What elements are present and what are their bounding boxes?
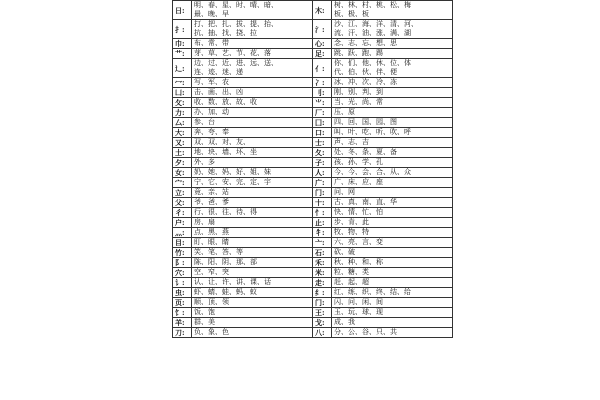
word-line: 压、原 xyxy=(334,108,355,116)
radical-key-right: 足: xyxy=(313,49,332,59)
radical-words-left xyxy=(192,328,313,338)
radical-key-left: 刀: xyxy=(173,328,192,338)
radical-words-right xyxy=(332,218,453,228)
radical-key-left: 夕: xyxy=(173,158,192,168)
radical-key-left: 页: xyxy=(173,298,192,308)
radical-words-right xyxy=(332,288,453,298)
word-line: 顺、顶、领 xyxy=(194,298,229,306)
radical-key-left: 扌: xyxy=(173,20,192,39)
table-row xyxy=(173,20,453,39)
radical-words-right xyxy=(332,258,453,268)
table-row xyxy=(173,288,453,298)
radical-key-right: 广: xyxy=(313,178,332,188)
table-row xyxy=(173,278,453,288)
radical-words-left xyxy=(192,198,313,208)
word-line: 你、们、他、休、位、体 xyxy=(334,59,411,67)
radical-key-right: 门: xyxy=(313,298,332,308)
word-line: 奔、夸、奉 xyxy=(194,128,229,136)
word-line: 跳、跃、跑、踢 xyxy=(334,49,383,57)
radical-key-right: 氵: xyxy=(313,20,332,39)
radical-key-right: 八: xyxy=(313,328,332,338)
word-line: 广、床、应、座 xyxy=(334,178,383,186)
word-line: 行、很、往、待、得 xyxy=(194,208,257,216)
radical-key-right: 禾: xyxy=(313,258,332,268)
word-line: 沙、江、海、洋、清、河、 xyxy=(334,20,418,28)
table-row xyxy=(173,1,453,20)
word-line: 认、让、许、讲、课、话 xyxy=(194,278,271,286)
word-line: 双、双、对、友、 xyxy=(194,138,250,146)
radical-words-left xyxy=(192,258,313,268)
radical-key-right: ⺌: xyxy=(313,98,332,108)
radical-key-right: 子: xyxy=(313,158,332,168)
radical-words-left xyxy=(192,148,313,158)
radical-words-right xyxy=(332,238,453,248)
table-row xyxy=(173,138,453,148)
radical-words-left xyxy=(192,278,313,288)
radical-words-left xyxy=(192,128,313,138)
radical-words-left xyxy=(192,298,313,308)
table-row xyxy=(173,168,453,178)
radical-words-left xyxy=(192,218,313,228)
radical-key-left: 冖: xyxy=(173,78,192,88)
radical-words-left xyxy=(192,168,313,178)
word-line: 房、扇 xyxy=(194,218,215,226)
word-line: 处、冬、条、夏、备 xyxy=(334,148,397,156)
radical-key-left: 穴: xyxy=(173,268,192,278)
word-line: 牧、物、特 xyxy=(334,228,369,236)
radical-key-left: 厶: xyxy=(173,118,192,128)
radical-words-left xyxy=(192,49,313,59)
radical-words-right xyxy=(332,298,453,308)
table-row xyxy=(173,308,453,318)
word-line: 参、台 xyxy=(194,118,215,126)
radical-words-right xyxy=(332,328,453,338)
radical-words-left xyxy=(192,98,313,108)
radical-words-right xyxy=(332,88,453,98)
radical-key-left: 阝: xyxy=(173,258,192,268)
radical-words-right xyxy=(332,158,453,168)
radical-words-left xyxy=(192,108,313,118)
word-line: 代、伯、伙、伴、便 xyxy=(334,68,397,76)
word-line: 快、情、忙、怕 xyxy=(334,208,383,216)
word-line: 问、网 xyxy=(334,188,355,196)
radical-key-left: 灬: xyxy=(173,228,192,238)
radical-words-right xyxy=(332,208,453,218)
radical-words-left xyxy=(192,248,313,258)
radical-words-left xyxy=(192,318,313,328)
radical-words-right xyxy=(332,1,453,20)
word-line: 宁、它、安、完、定、宇 xyxy=(194,178,271,186)
word-line: 盯、眼、睛 xyxy=(194,238,229,246)
radical-words-right xyxy=(332,78,453,88)
radical-words-right xyxy=(332,248,453,258)
radical-key-left: 虫: xyxy=(173,288,192,298)
radical-key-left: 羊: xyxy=(173,318,192,328)
radical-words-right xyxy=(332,178,453,188)
word-line: 笑、笔、答、等 xyxy=(194,248,243,256)
table-row xyxy=(173,198,453,208)
radical-words-right xyxy=(332,138,453,148)
radical-words-left xyxy=(192,59,313,78)
table-row xyxy=(173,78,453,88)
radical-words-left xyxy=(192,308,313,318)
radical-words-right xyxy=(332,108,453,118)
word-line: 爷、爸、爹 xyxy=(194,198,229,206)
radical-key-right: 王: xyxy=(313,308,332,318)
word-line: 赶、起、超 xyxy=(334,278,369,286)
word-line: 树、林、村、桃、松、梅 xyxy=(334,1,411,9)
table-row xyxy=(173,128,453,138)
radical-key-left: 巾: xyxy=(173,39,192,49)
table-row xyxy=(173,268,453,278)
word-line: 四、回、国、园、图 xyxy=(334,118,397,126)
radical-words-right xyxy=(332,168,453,178)
radical-words-right xyxy=(332,318,453,328)
table-row xyxy=(173,158,453,168)
radical-key-right: 心: xyxy=(313,39,332,49)
word-line: 饭、饱 xyxy=(194,308,215,316)
radical-words-left xyxy=(192,138,313,148)
radical-words-right xyxy=(332,128,453,138)
word-line: 红、练、织、终、结、给 xyxy=(334,288,411,296)
radical-words-right xyxy=(332,98,453,108)
radical-key-left: 饣: xyxy=(173,308,192,318)
table-row xyxy=(173,228,453,238)
radical-key-right: 木: xyxy=(313,1,332,20)
radical-key-left: 攵: xyxy=(173,98,192,108)
word-line: 布、常、带 xyxy=(194,39,229,47)
table-row xyxy=(173,49,453,59)
radical-words-left xyxy=(192,238,313,248)
word-line: 六、亮、言、变 xyxy=(334,238,383,246)
word-line: 分、公、谷、只、共 xyxy=(334,328,397,336)
word-line: 收、数、放、故、收 xyxy=(194,98,257,106)
radical-key-right: 亻: xyxy=(313,59,332,78)
word-line: 冰、冲、次、冷、冻 xyxy=(334,78,397,86)
table-row xyxy=(173,148,453,158)
radical-words-right xyxy=(332,228,453,238)
radical-words-left xyxy=(192,39,313,49)
word-line: 玉、玩、球、现 xyxy=(334,308,383,316)
radical-words-left xyxy=(192,288,313,298)
word-line: 连、迹、迷、递 xyxy=(194,68,243,76)
radical-words-left xyxy=(192,118,313,128)
word-line: 板、极、板 xyxy=(334,10,369,18)
radical-key-right: 十: xyxy=(313,198,332,208)
word-line: 声、志、吉 xyxy=(334,138,369,146)
radical-key-right: 刂: xyxy=(313,88,332,98)
radical-key-right: 亠: xyxy=(313,238,332,248)
radical-words-left xyxy=(192,208,313,218)
radical-words-left xyxy=(192,20,313,39)
table-row xyxy=(173,98,453,108)
word-line: 叫、叶、吃、听、吹、呼 xyxy=(334,128,411,136)
table-row xyxy=(173,118,453,128)
word-line: 砍、破 xyxy=(334,248,355,256)
word-line: 当、光、尚、常 xyxy=(334,98,383,106)
radical-key-right: 人: xyxy=(313,168,332,178)
radical-words-right xyxy=(332,118,453,128)
word-line: 古、真、南、直、华 xyxy=(334,198,397,206)
word-line: 负、象、色 xyxy=(194,328,229,336)
radical-key-left: 凵: xyxy=(173,88,192,98)
radical-words-right xyxy=(332,20,453,39)
radical-key-left: 目: xyxy=(173,238,192,248)
table-row xyxy=(173,248,453,258)
radical-key-right: 石: xyxy=(313,248,332,258)
radical-key-left: 艹: xyxy=(173,49,192,59)
table-row xyxy=(173,39,453,49)
radical-key-left: 力: xyxy=(173,108,192,118)
word-line: 闪、问、闲、间 xyxy=(334,298,383,306)
table-row xyxy=(173,318,453,328)
table-row xyxy=(173,238,453,248)
word-line: 芽、草、艺、节、花、落 xyxy=(194,49,271,57)
word-line: 写、军、农 xyxy=(194,78,229,86)
radical-words-left xyxy=(192,268,313,278)
radical-key-right: 忄: xyxy=(313,208,332,218)
table-row xyxy=(173,188,453,198)
table-row xyxy=(173,59,453,78)
word-line: 念、志、忘、想、思 xyxy=(334,39,397,47)
radical-key-left: 大: xyxy=(173,128,192,138)
word-line: 陈、阳、阴、那、部 xyxy=(194,258,257,266)
word-line: 秋、种、和、称 xyxy=(334,258,383,266)
word-line: 流、汗、油、涨、满、湖 xyxy=(334,29,411,37)
table-row xyxy=(173,218,453,228)
radical-key-right: 厂: xyxy=(313,108,332,118)
word-line: 群、美 xyxy=(194,318,215,326)
radical-key-right: 冫: xyxy=(313,78,332,88)
radical-key-left: 户: xyxy=(173,218,192,228)
radical-words-left xyxy=(192,1,313,20)
radical-key-right: 士: xyxy=(313,138,332,148)
table-row xyxy=(173,258,453,268)
radical-key-left: 立: xyxy=(173,188,192,198)
radical-words-right xyxy=(332,308,453,318)
table-row xyxy=(173,298,453,308)
table-row xyxy=(173,178,453,188)
word-line: 空、窄、突 xyxy=(194,268,229,276)
table-row xyxy=(173,208,453,218)
radical-words-left xyxy=(192,178,313,188)
radical-words-right xyxy=(332,39,453,49)
word-line: 边、过、近、进、远、送、 xyxy=(194,59,278,67)
table-row xyxy=(173,88,453,98)
radical-key-right: 走: xyxy=(313,278,332,288)
radical-key-left: 女: xyxy=(173,168,192,178)
word-line: 成、我 xyxy=(334,318,355,326)
radical-words-right xyxy=(332,278,453,288)
radical-words-right xyxy=(332,198,453,208)
word-line: 打、把、扎、拔、提、抬、 xyxy=(194,20,278,28)
radical-key-right: 门: xyxy=(313,188,332,198)
radical-words-right xyxy=(332,188,453,198)
word-line: 办、加、动 xyxy=(194,108,229,116)
radical-key-right: 牜: xyxy=(313,228,332,238)
word-line: 奶、她、妈、好、姐、妹 xyxy=(194,168,271,176)
radical-words-right xyxy=(332,49,453,59)
radical-key-right: 夂: xyxy=(313,148,332,158)
word-line: 最、晚、早 xyxy=(194,10,229,18)
radical-key-left: 彳: xyxy=(173,208,192,218)
radical-key-left: 日: xyxy=(173,1,192,20)
word-line: 击、画、出、凶 xyxy=(194,88,243,96)
radical-key-left: 父: xyxy=(173,198,192,208)
radical-words-left xyxy=(192,228,313,238)
word-line: 孩、孙、学、孔 xyxy=(334,158,383,166)
word-line: 外、多 xyxy=(194,158,215,166)
word-line: 明、春、星、时、晴、暗、 xyxy=(194,1,278,9)
word-line: 步、肯、此 xyxy=(334,218,369,226)
radical-key-left: 讠: xyxy=(173,278,192,288)
table-row xyxy=(173,328,453,338)
radical-key-left: 又: xyxy=(173,138,192,148)
table-row xyxy=(173,108,453,118)
radical-key-left: 竹: xyxy=(173,248,192,258)
radical-key-right: 止: xyxy=(313,218,332,228)
radical-words-left xyxy=(192,158,313,168)
radical-key-right: 戈: xyxy=(313,318,332,328)
radical-table-page xyxy=(172,0,442,400)
word-line: 粒、糖、类 xyxy=(334,268,369,276)
radical-key-left: 土: xyxy=(173,148,192,158)
radical-key-right: 口: xyxy=(313,128,332,138)
radical-table-body xyxy=(173,1,453,338)
radical-key-right: 纟: xyxy=(313,288,332,298)
radical-words-left xyxy=(192,78,313,88)
word-line: 虾、蜻、蛙、蚂、蚁 xyxy=(194,288,257,296)
word-line: 竟、亲、站 xyxy=(194,188,229,196)
radical-key-right: 囗: xyxy=(313,118,332,128)
radical-words-right xyxy=(332,59,453,78)
radical-words-right xyxy=(332,268,453,278)
radical-key-left: 宀: xyxy=(173,178,192,188)
radical-words-left xyxy=(192,88,313,98)
radical-words-left xyxy=(192,188,313,198)
word-line: 抗、抽、找、挠、拉 xyxy=(194,29,257,37)
word-line: 刚、别、判、到 xyxy=(334,88,383,96)
radical-key-left: 辶: xyxy=(173,59,192,78)
word-line: 点、黑、燕 xyxy=(194,228,229,236)
radical-words-right xyxy=(332,148,453,158)
radical-key-right: 米: xyxy=(313,268,332,278)
word-line: 今、今、会、合、从、众 xyxy=(334,168,411,176)
word-line: 地、块、墙、坏、坐 xyxy=(194,148,257,156)
radical-table xyxy=(172,0,453,338)
